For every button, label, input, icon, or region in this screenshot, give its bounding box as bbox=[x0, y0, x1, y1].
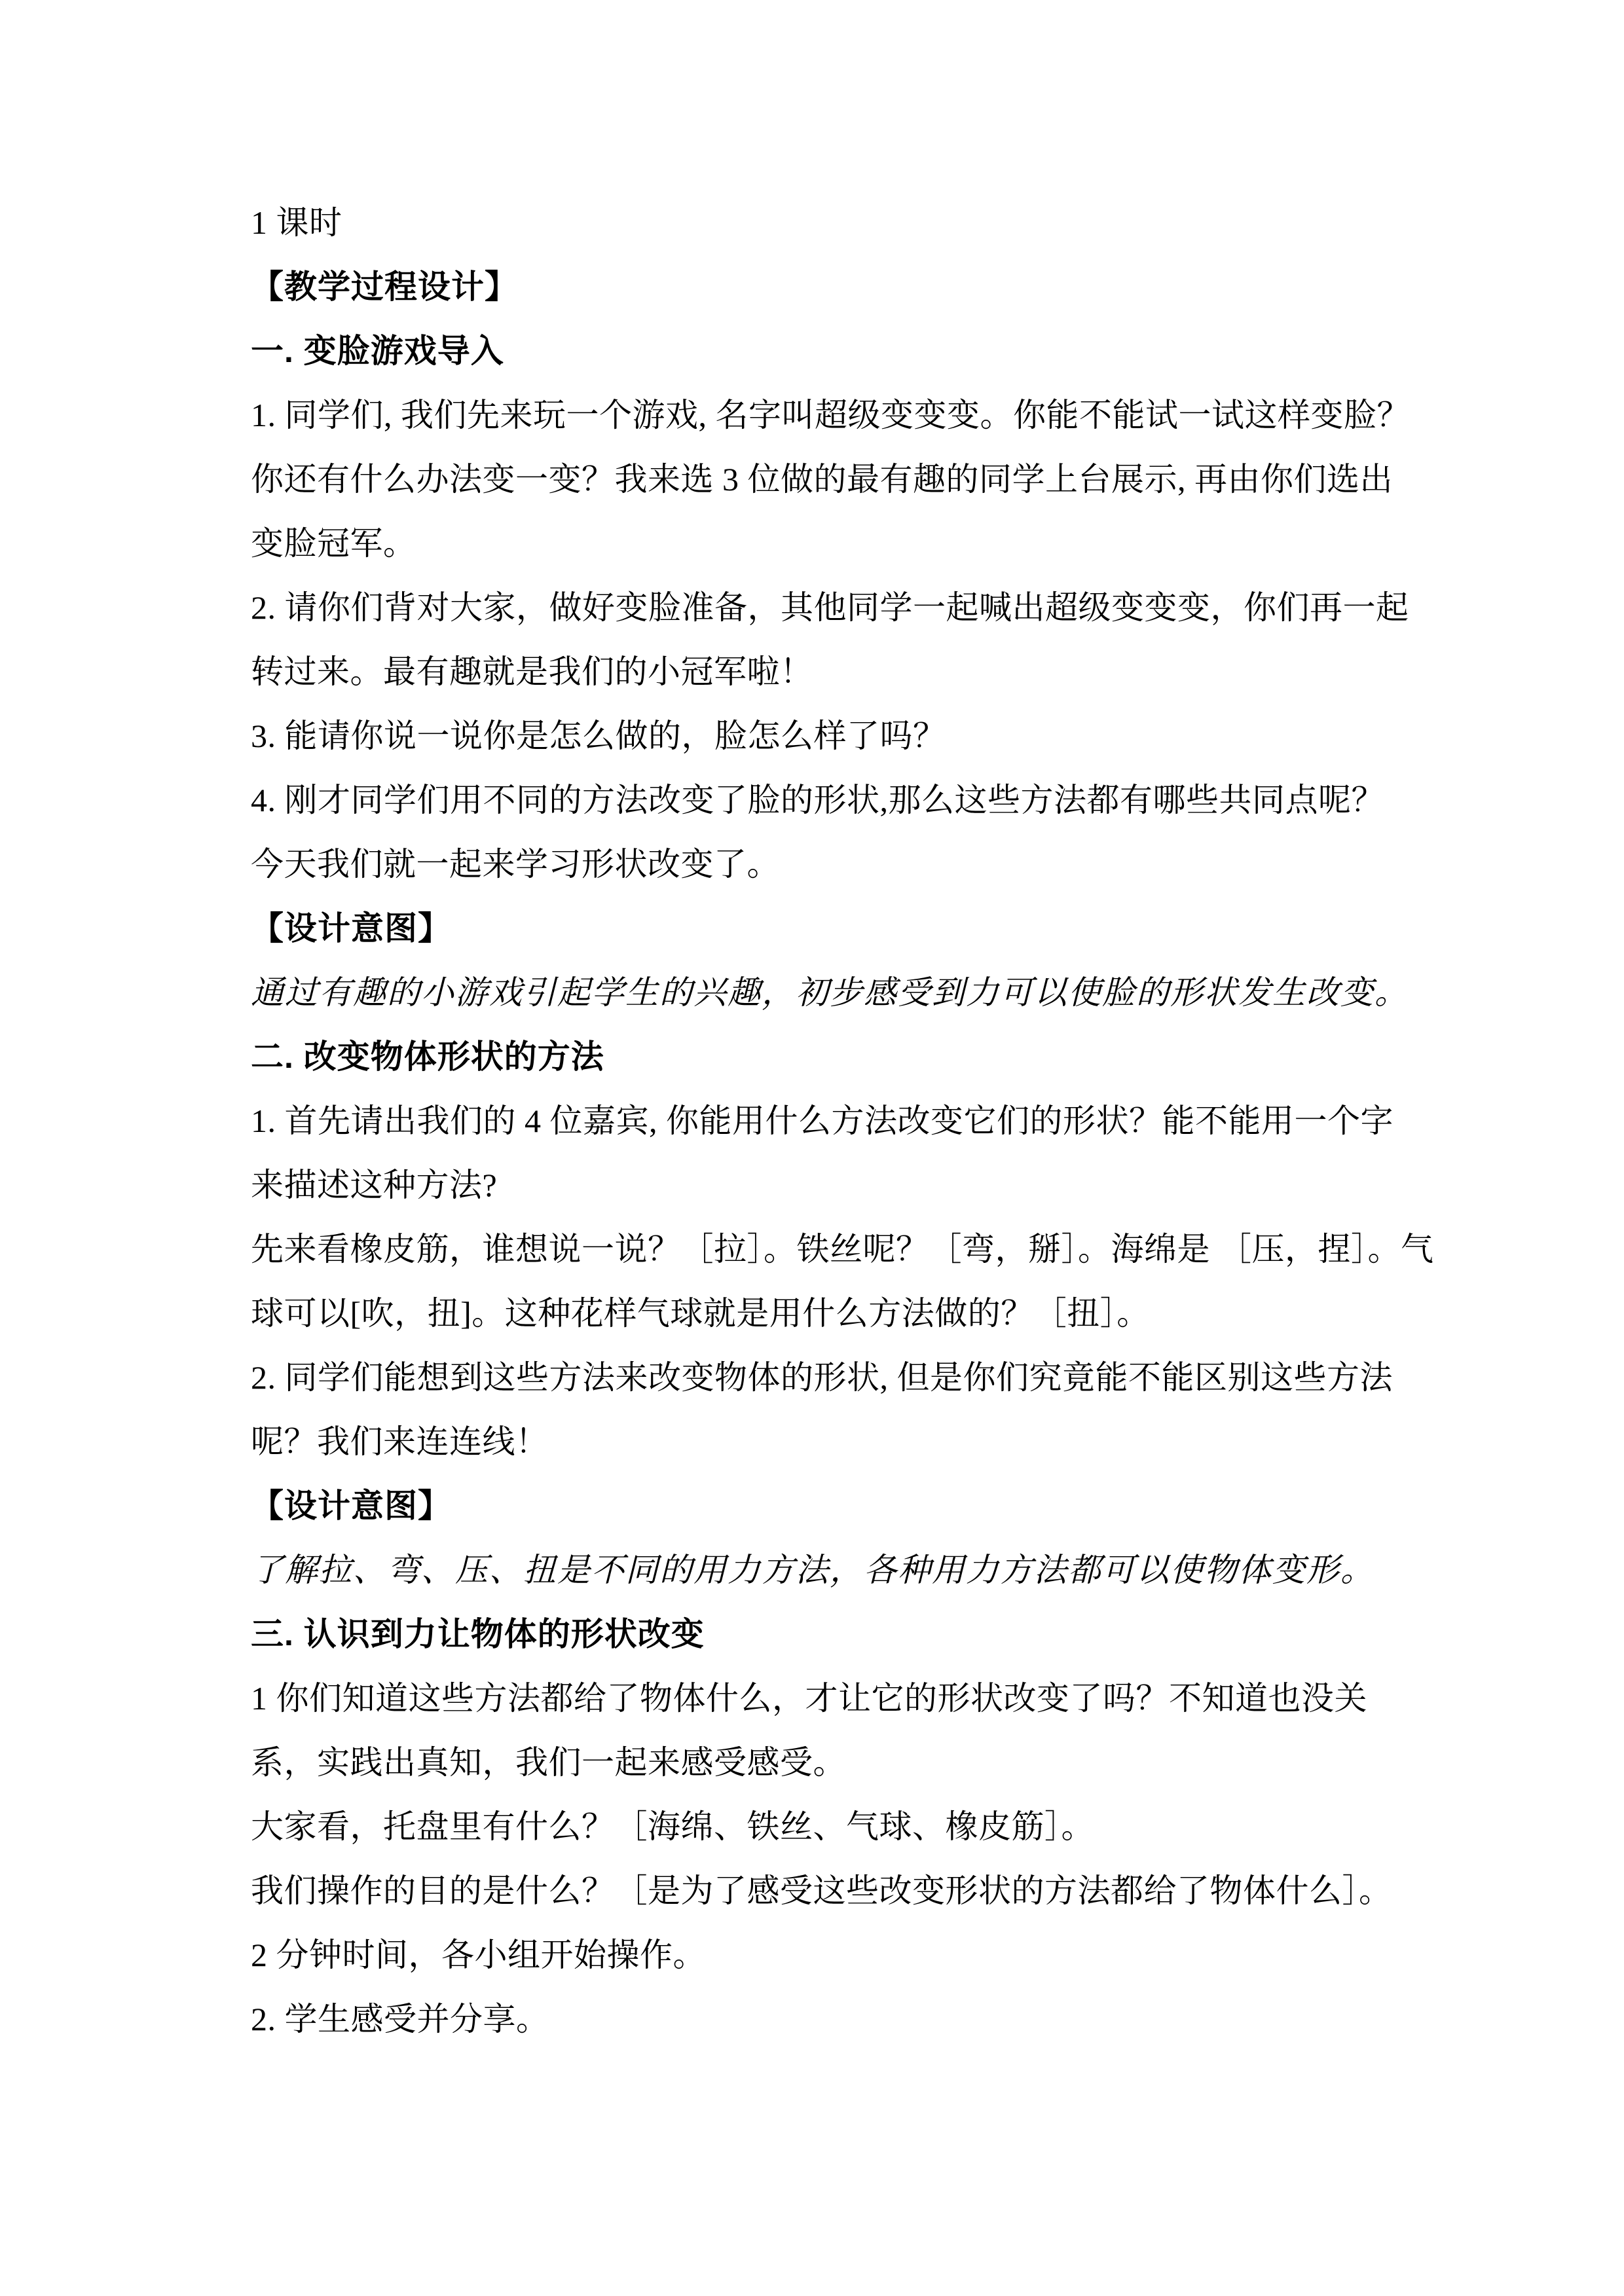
section-heading-design-intent: 【设计意图】 bbox=[251, 1487, 451, 1524]
text-line: 2. 请你们背对大家，做好变脸准备，其他同学一起喊出超级变变变，你们再一起 bbox=[251, 589, 1409, 626]
text-line: 大家看，托盘里有什么？［海绵、铁丝、气球、橡皮筋］。 bbox=[251, 1808, 1094, 1845]
text-line-class-hours: 1 课时 bbox=[251, 204, 342, 241]
lesson-plan-text-block bbox=[251, 191, 1434, 2051]
text-line: 3. 能请你说一说你是怎么做的，脸怎么样了吗？ bbox=[251, 718, 946, 754]
section-heading-teaching-process: 【教学过程设计】 bbox=[251, 268, 518, 305]
text-line: 先来看橡皮筋，谁想说一说？［拉］。铁丝呢？［弯，掰］。海绵是 ［压，捏］。气 bbox=[251, 1231, 1434, 1267]
text-line: 1. 首先请出我们的 4 位嘉宾, 你能用什么方法改变它们的形状？能不能用一个字 bbox=[251, 1102, 1393, 1139]
text-line: 2 分钟时间，各小组开始操作。 bbox=[251, 1937, 706, 1973]
section-heading-part-one: 一. 变脸游戏导入 bbox=[251, 333, 504, 369]
section-heading-design-intent: 【设计意图】 bbox=[251, 910, 451, 947]
design-intent-line: 了解拉、弯、压、扭是不同的用力方法，各种用力方法都可以使物体变形。 bbox=[251, 1552, 1375, 1588]
text-line: 球可以[吹，扭]。这种花样气球就是用什么方法做的？［扭］。 bbox=[251, 1295, 1150, 1332]
text-line: 呢？我们来连连线！ bbox=[251, 1423, 549, 1460]
section-heading-part-two: 二. 改变物体形状的方法 bbox=[251, 1038, 604, 1075]
text-line: 1 你们知道这些方法都给了物体什么，才让它的形状改变了吗？不知道也没关 bbox=[251, 1680, 1367, 1717]
text-line: 2. 学生感受并分享。 bbox=[251, 2001, 549, 2037]
text-line: 我们操作的目的是什么？［是为了感受这些改变形状的方法都给了物体什么］。 bbox=[251, 1872, 1392, 1909]
section-heading-part-three: 三. 认识到力让物体的形状改变 bbox=[251, 1616, 705, 1652]
design-intent-line: 通过有趣的小游戏引起学生的兴趣，初步感受到力可以使脸的形状发生改变。 bbox=[251, 974, 1409, 1011]
text-line: 系，实践出真知，我们一起来感受感受。 bbox=[251, 1744, 846, 1781]
text-line: 2. 同学们能想到这些方法来改变物体的形状, 但是你们究竟能不能区别这些方法 bbox=[251, 1359, 1393, 1396]
text-line: 变脸冠军。 bbox=[251, 525, 416, 562]
text-line: 今天我们就一起来学习形状改变了。 bbox=[251, 846, 780, 883]
text-line: 来描述这种方法? bbox=[251, 1167, 498, 1203]
text-line: 你还有什么办法变一变？我来选 3 位做的最有趣的同学上台展示, 再由你们选出 bbox=[251, 461, 1393, 498]
text-line: 转过来。最有趣就是我们的小冠军啦！ bbox=[251, 653, 813, 690]
text-line: 1. 同学们, 我们先来玩一个游戏, 名字叫超级变变变。你能不能试一试这样变脸？ bbox=[251, 397, 1410, 433]
text-line: 4. 刚才同学们用不同的方法改变了脸的形状,那么这些方法都有哪些共同点呢？ bbox=[251, 782, 1384, 818]
